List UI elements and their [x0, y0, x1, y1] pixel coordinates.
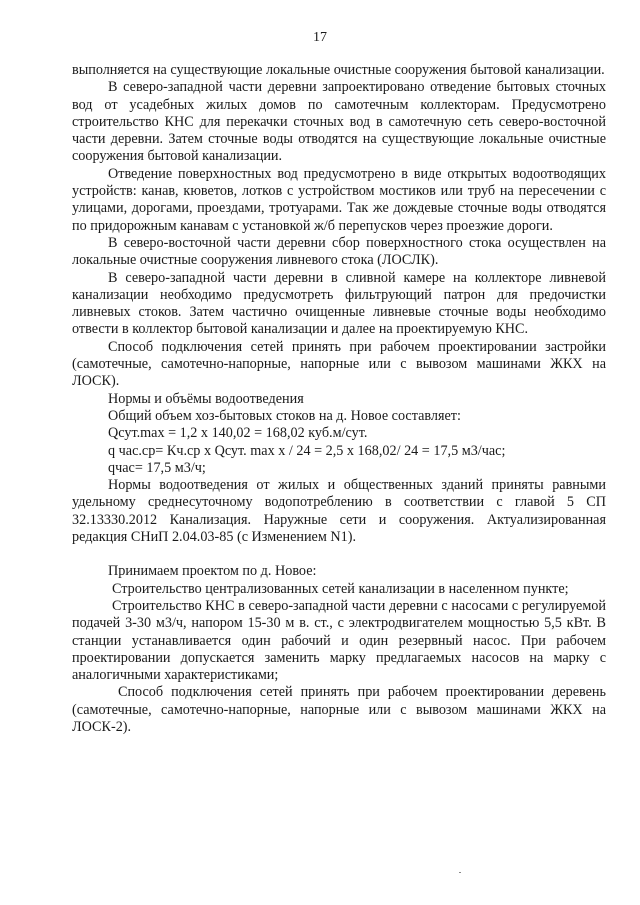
paragraph-gap	[72, 546, 606, 563]
formula-line: qчас= 17,5 м3/ч;	[108, 459, 206, 476]
paragraph: Принимаем проектом по д. Новое:	[108, 563, 317, 580]
paragraph: Способ подключения сетей принять при рабочем проектировании застройки (самотечные, самотечно-напорные, напорные или с вывозом машинами ЖКХ на ЛОСК).	[72, 338, 606, 390]
section-heading: Нормы и объёмы водоотведения	[108, 390, 304, 407]
paragraph: Отведение поверхностных вод предусмотрено в виде открытых водоотводящих устройств: канав, кюветов, лотков с устройством мостиков или труб на пересечении с улицами, дорогами, проездами, тротуарами. Так же дождевые сточные воды отводятся по придорожным канавам с установкой ж/б перепусков через проезжие дороги.	[72, 165, 606, 234]
paragraph: В северо-западной части деревни запроектировано отведение бытовых сточных вод от усадебных жилых домов по самотечным коллекторам. Предусмотрено строительство КНС для перекачки сточных вод в самотечную сеть северо-восточной части деревни. Затем сточные воды отводятся на существующие локальные очистные сооружения бытовой канализации.	[72, 79, 606, 165]
page-number: 17	[313, 30, 327, 45]
formula-line: q час.ср= Кч.ср х Qсут. max х / 24 = 2,5 х 168,02/ 24 = 17,5 м3/час;	[108, 442, 506, 459]
list-item: Строительство централизованных сетей канализации в населенном пункте;	[112, 580, 569, 597]
paragraph: выполняется на существующие локальные очистные сооружения бытовой канализации.	[72, 62, 605, 78]
paragraph: В северо-западной части деревни в сливной камере на коллекторе ливневой канализации необходимо предусмотреть фильтрующий патрон для предочистки ливневых стоков. Затем частично очищенные ливневые сточные воды необходимо отвести в коллектор бытовой канализации и далее на проектируемую КНС.	[72, 269, 606, 338]
formula-line: Qсут.max = 1,2 х 140,02 = 168,02 куб.м/сут.	[108, 425, 368, 442]
list-item: Строительство КНС в северо-западной части деревни с насосами с регулируемой подачей 3-30 м3/ч, напором 15-30 м в. ст., с электродвигателем мощностью 5,5 кВт. В станции устанавливается один рабочий и один резервный насос. При рабочем проектировании допускается заменить марку предлагаемых насосов на марку с аналогичными характеристиками;	[72, 597, 606, 684]
document-body	[72, 62, 606, 736]
paragraph: В северо-восточной части деревни сбор поверхностного стока осуществлен на локальные очистные сооружения ливневого стока (ЛОСЛК).	[72, 234, 606, 269]
paragraph: Общий объем хоз-бытовых стоков на д. Новое составляет:	[108, 407, 461, 424]
scan-speck	[459, 872, 461, 873]
paragraph: Нормы водоотведения от жилых и общественных зданий приняты равными удельному среднесуточному водопотреблению в соответствии с главой 5 СП 32.13330.2012 Канализация. Наружные сети и сооружения. Актуализированная редакция СНиП 2.04.03-85 (с Изменением N1).	[72, 477, 606, 546]
list-item: Способ подключения сетей принять при рабочем проектировании деревень (самотечные, самотечно-напорные, напорные или с вывозом машинами ЖКХ на ЛОСК-2).	[72, 684, 606, 735]
